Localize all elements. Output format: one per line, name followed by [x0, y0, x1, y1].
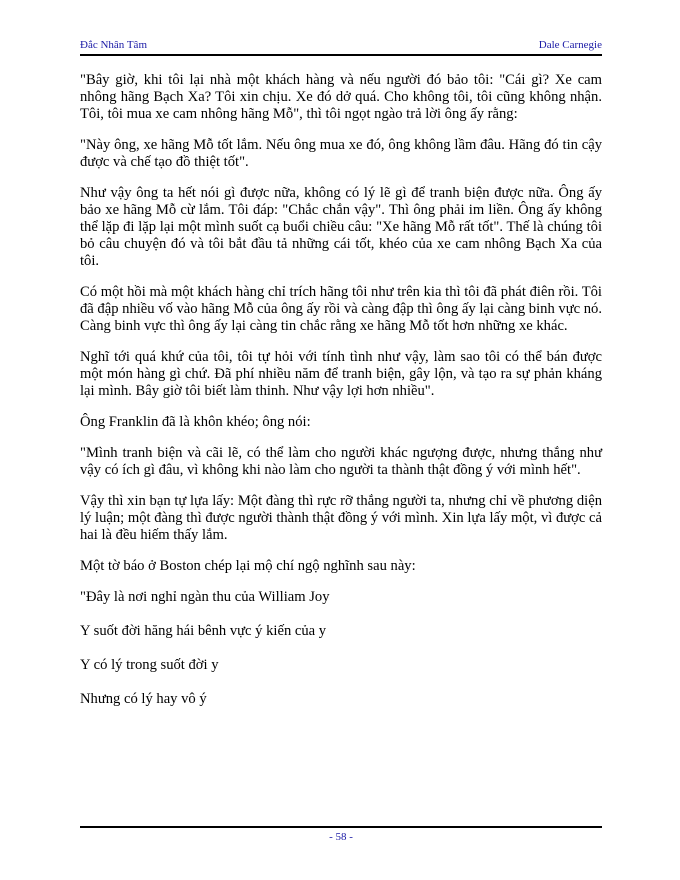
page-footer	[80, 826, 602, 844]
paragraph: "Này ông, xe hãng Mỗ tốt lắm. Nếu ông mua xe đó, ông không lầm đâu. Hãng đó tin cậy được và chế tạo đồ thiệt tốt".	[80, 137, 602, 170]
paragraph: Vậy thì xin bạn tự lựa lấy: Một đàng thì rực rỡ thắng người ta, nhưng chỉ về phương diện lý luận; một đàng thì được người thành thật đồng ý với mình. Xin lựa lấy một, vì được cả hai là đều hiếm thấy lắm.	[80, 493, 602, 543]
paragraph: Như vậy ông ta hết nói gì được nữa, không có lý lẽ gì để tranh biện được nữa. Ông ấy bảo xe hãng Mỗ cừ lắm. Tôi đáp: "Chắc chắn vậy". Thì ông phải im liền. Ông ấy không thể lặp đi lặp lại một mình suốt cạ buổi chiều câu: "Xe hãng Mỗ rất tốt". Thế là chúng tôi bỏ câu chuyện đó và tôi bắt đầu tả những cái tốt, khéo của xe cam nhông Bạch Xa của tôi.	[80, 185, 602, 269]
paragraph: Một tờ báo ở Boston chép lại mộ chí ngộ nghĩnh sau này:	[80, 558, 416, 574]
epitaph-line: Y có lý trong suốt đời y	[80, 657, 219, 673]
page-body	[80, 72, 602, 725]
epitaph-line: "Đây là nơi nghỉ ngàn thu của William Joy	[80, 589, 330, 605]
paragraph: Ông Franklin đã là khôn khéo; ông nói:	[80, 414, 311, 430]
header-book-title: Đắc Nhân Tâm	[80, 39, 147, 51]
paragraph: "Mình tranh biện và cãi lẽ, có thể làm cho người khác ngượng được, nhưng thắng như vậy có ích gì đâu, vì không khi nào làm cho người ta thành thật đồng ý với mình hết".	[80, 445, 602, 478]
paragraph: "Bây giờ, khi tôi lại nhà một khách hàng và nếu người đó bảo tôi: "Cái gì? Xe cam nhông hãng Bạch Xa? Tôi xin chịu. Xe đó dở quá. Cho không tôi, tôi cũng không nhận. Tôi, tôi mua xe cam nhông hãng Mỗ", thì tôi ngọt ngào trả lời ông ấy rằng:	[80, 72, 602, 122]
epitaph-line: Nhưng có lý hay vô ý	[80, 691, 207, 707]
page-header	[80, 38, 602, 56]
paragraph: Nghĩ tới quá khứ của tôi, tôi tự hỏi với tính tình như vậy, làm sao tôi có thể bán được một món hàng gì chứ. Đã phí nhiều năm để tranh biện, gây lộn, và tạo ra sự phản kháng lại mình. Bây giờ tôi biết làm thinh. Như vậy lợi hơn nhiều".	[80, 349, 602, 399]
page-number: - 58 -	[329, 831, 353, 843]
header-author: Dale Carnegie	[538, 39, 602, 51]
paragraph: Có một hồi mà một khách hàng chỉ trích hãng tôi như trên kia thì tôi đã phát điên rồi. Tôi đã đập nhiều vố vào hãng Mỗ của ông ấy rồi và càng đập thì ông ấy lại càng binh vực nó. Càng binh vực thì ông ấy lại càng tin chắc rằng xe hãng Mỗ tốt hơn những xe khác.	[80, 284, 602, 334]
epitaph-line: Y suốt đời hăng hái bênh vực ý kiến của y	[80, 623, 327, 639]
